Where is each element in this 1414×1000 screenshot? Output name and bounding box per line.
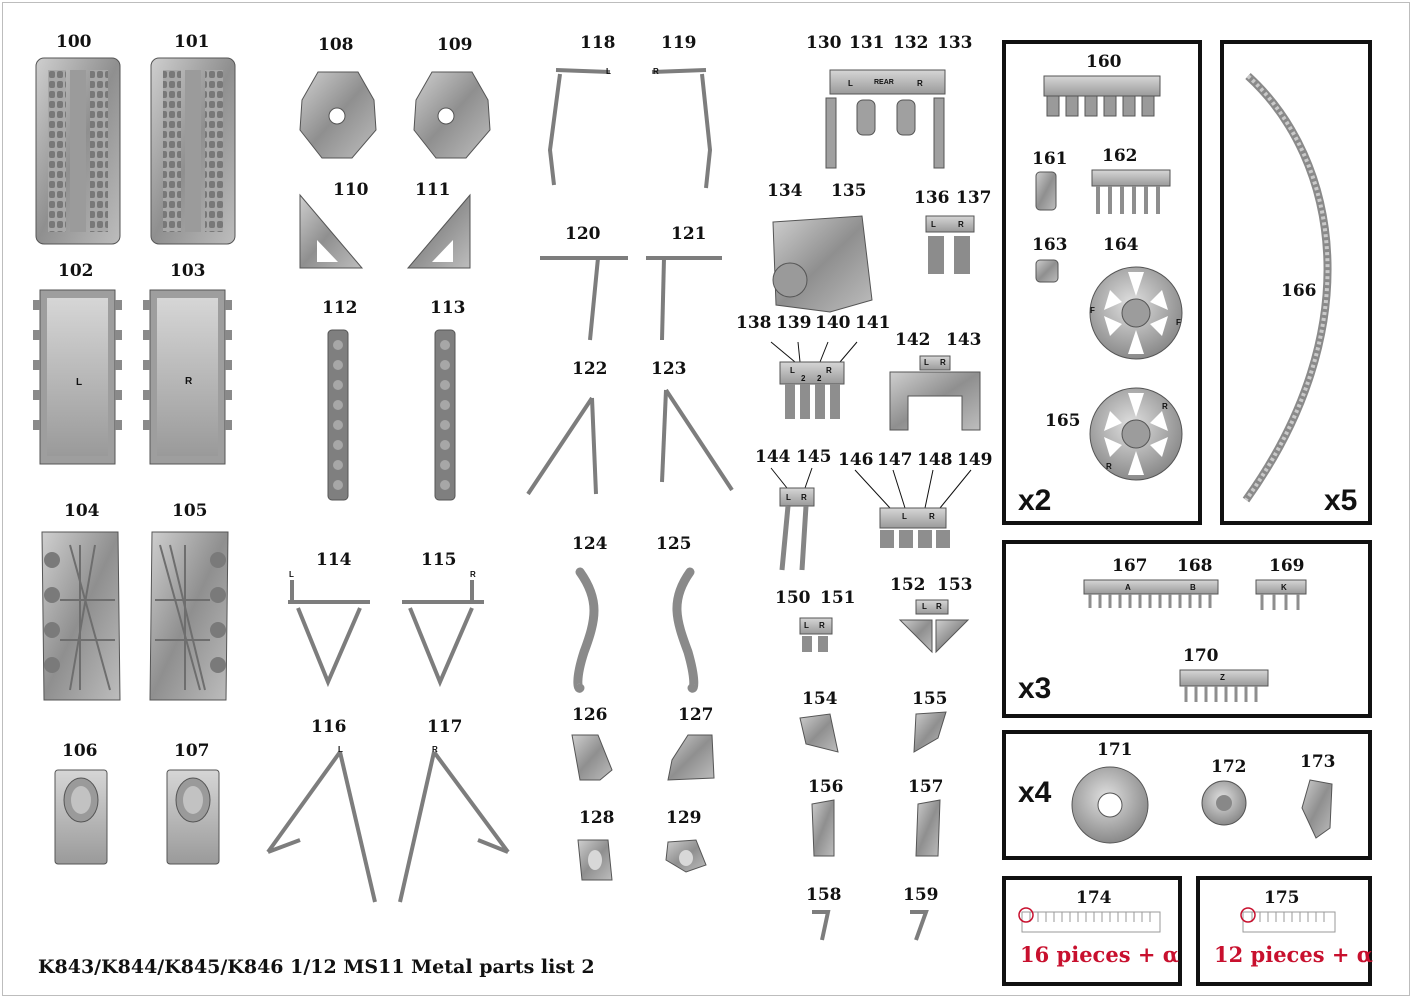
marking-169: K xyxy=(1281,583,1287,592)
part-number-159: 159 xyxy=(903,885,939,905)
part-number-155: 155 xyxy=(912,689,948,709)
part-number-170: 170 xyxy=(1183,646,1219,666)
group-box-x4 xyxy=(1002,730,1372,860)
part-number-139: 139 xyxy=(776,313,812,333)
part-144-145-sprue xyxy=(771,468,814,570)
group-box-174 xyxy=(1002,876,1182,986)
part-number-110: 110 xyxy=(333,180,369,200)
marking-142-r: R xyxy=(940,358,946,367)
part-112-rail xyxy=(328,330,348,500)
part-number-112: 112 xyxy=(322,298,358,318)
multiplier-x3: x3 xyxy=(1018,672,1052,705)
group-box-175 xyxy=(1196,876,1372,986)
part-number-127: 127 xyxy=(678,705,714,725)
part-159-piece xyxy=(910,912,926,940)
part-number-147: 147 xyxy=(877,450,913,470)
part-number-133: 133 xyxy=(937,33,973,53)
part-number-162: 162 xyxy=(1102,146,1138,166)
marking-136-r: R xyxy=(958,220,964,229)
marking-130-rear: REAR xyxy=(874,79,894,86)
marking-170: Z xyxy=(1220,673,1225,682)
marking-119: R xyxy=(653,67,659,76)
part-number-158: 158 xyxy=(806,885,842,905)
part-number-117: 117 xyxy=(427,717,463,737)
group-box-x5 xyxy=(1220,40,1372,525)
marking-165-r1: R xyxy=(1162,402,1168,411)
part-110-gusset xyxy=(300,195,362,268)
part-105-block xyxy=(150,532,228,700)
part-number-126: 126 xyxy=(572,705,608,725)
marking-138-l: L xyxy=(790,366,795,375)
part-number-103: 103 xyxy=(170,261,206,281)
marking-165-r2: R xyxy=(1106,462,1112,471)
part-number-113: 113 xyxy=(430,298,466,318)
part-108-housing xyxy=(300,72,376,158)
marking-164-f2: F xyxy=(1176,318,1181,327)
part-number-129: 129 xyxy=(666,808,702,828)
part-number-130: 130 xyxy=(806,33,842,53)
part-128-bracket xyxy=(578,840,612,880)
part-115-wishbone xyxy=(402,580,484,682)
part-number-108: 108 xyxy=(318,35,354,55)
marking-130-r: R xyxy=(917,79,923,88)
part-117-wishbone xyxy=(400,752,508,902)
part-number-123: 123 xyxy=(651,359,687,379)
part-number-149: 149 xyxy=(957,450,993,470)
marking-167: A xyxy=(1125,583,1131,592)
part-number-165: 165 xyxy=(1045,411,1081,431)
part-number-115: 115 xyxy=(421,550,457,570)
part-number-106: 106 xyxy=(62,741,98,761)
pieces-count-175: 12 pieces + α xyxy=(1214,942,1373,967)
part-111-gusset xyxy=(408,195,470,268)
part-146-149-sprue xyxy=(855,470,971,548)
part-number-171: 171 xyxy=(1097,740,1133,760)
marking-144-l: L xyxy=(786,493,791,502)
part-100-cam-cover xyxy=(36,58,120,244)
part-number-169: 169 xyxy=(1269,556,1305,576)
part-number-118: 118 xyxy=(580,33,616,53)
part-126-bracket xyxy=(572,735,612,780)
part-number-122: 122 xyxy=(572,359,608,379)
part-number-105: 105 xyxy=(172,501,208,521)
marking-102: L xyxy=(76,377,83,388)
part-123-link xyxy=(662,390,732,490)
marking-144-r: R xyxy=(801,493,807,502)
marking-146-l: L xyxy=(902,512,907,521)
part-number-137: 137 xyxy=(956,188,992,208)
group-box-x2 xyxy=(1002,40,1202,525)
part-number-132: 132 xyxy=(893,33,929,53)
part-number-107: 107 xyxy=(174,741,210,761)
part-127-bracket xyxy=(668,735,714,780)
multiplier-x4: x4 xyxy=(1018,776,1052,809)
part-number-134: 134 xyxy=(767,181,803,201)
part-number-167: 167 xyxy=(1112,556,1148,576)
part-120-link xyxy=(540,258,628,340)
part-number-136: 136 xyxy=(914,188,950,208)
marking-138-r: R xyxy=(826,366,832,375)
document-title: K843/K844/K845/K846 1/12 MS11 Metal parts list 2 xyxy=(38,956,595,978)
part-number-164: 164 xyxy=(1103,235,1139,255)
part-number-173: 173 xyxy=(1300,752,1336,772)
part-number-166: 166 xyxy=(1281,281,1317,301)
part-124-arm xyxy=(578,572,594,688)
part-number-142: 142 xyxy=(895,330,931,350)
part-number-121: 121 xyxy=(671,224,707,244)
part-156-piece xyxy=(812,800,834,856)
part-118-link xyxy=(550,70,610,185)
part-number-172: 172 xyxy=(1211,757,1247,777)
part-number-124: 124 xyxy=(572,534,608,554)
part-number-101: 101 xyxy=(174,32,210,52)
part-101-cam-cover xyxy=(151,58,235,244)
marking-118: L xyxy=(606,67,611,76)
part-109-housing xyxy=(414,72,490,158)
part-number-125: 125 xyxy=(656,534,692,554)
part-104-block xyxy=(42,532,120,700)
marking-117: R xyxy=(432,745,438,754)
part-number-100: 100 xyxy=(56,32,92,52)
part-142-143-sprue xyxy=(890,356,980,430)
part-number-174: 174 xyxy=(1076,888,1112,908)
part-number-140: 140 xyxy=(815,313,851,333)
part-number-156: 156 xyxy=(808,777,844,797)
part-134-135-housing xyxy=(773,216,872,312)
part-113-rail xyxy=(435,330,455,500)
part-119-link xyxy=(652,70,710,188)
part-number-148: 148 xyxy=(917,450,953,470)
marking-152-l: L xyxy=(922,602,927,611)
part-number-153: 153 xyxy=(937,575,973,595)
part-number-161: 161 xyxy=(1032,149,1068,169)
part-number-114: 114 xyxy=(316,550,352,570)
part-number-143: 143 xyxy=(946,330,982,350)
part-number-168: 168 xyxy=(1177,556,1213,576)
part-number-120: 120 xyxy=(565,224,601,244)
marking-138-2b: 2 xyxy=(817,374,822,383)
marking-168: B xyxy=(1190,583,1196,592)
marking-130-l: L xyxy=(848,79,853,88)
part-125-arm xyxy=(677,572,694,688)
part-number-150: 150 xyxy=(775,588,811,608)
part-121-link xyxy=(646,258,722,340)
part-number-160: 160 xyxy=(1086,52,1122,72)
part-number-146: 146 xyxy=(838,450,874,470)
part-number-157: 157 xyxy=(908,777,944,797)
marking-150-r: R xyxy=(819,621,825,630)
part-number-128: 128 xyxy=(579,808,615,828)
part-129-bracket xyxy=(666,840,706,872)
part-number-163: 163 xyxy=(1032,235,1068,255)
marking-146-r: R xyxy=(929,512,935,521)
part-number-102: 102 xyxy=(58,261,94,281)
part-155-piece xyxy=(914,712,946,752)
part-157-piece xyxy=(916,800,940,856)
part-number-109: 109 xyxy=(437,35,473,55)
part-number-135: 135 xyxy=(831,181,867,201)
part-122-link xyxy=(528,398,596,494)
part-number-154: 154 xyxy=(802,689,838,709)
marking-103: R xyxy=(185,376,193,387)
marking-152-r: R xyxy=(936,602,942,611)
marking-115: R xyxy=(470,570,476,579)
multiplier-x5: x5 xyxy=(1324,484,1358,517)
part-number-116: 116 xyxy=(311,717,347,737)
part-106-cover xyxy=(55,770,107,864)
part-number-131: 131 xyxy=(849,33,885,53)
marking-150-l: L xyxy=(804,621,809,630)
part-number-141: 141 xyxy=(855,313,891,333)
pieces-count-174: 16 pieces + α xyxy=(1020,942,1179,967)
part-114-wishbone xyxy=(288,580,370,682)
part-number-119: 119 xyxy=(661,33,697,53)
marking-114: L xyxy=(289,570,294,579)
marking-116: L xyxy=(338,745,343,754)
marking-136-l: L xyxy=(931,220,936,229)
part-138-141-sprue xyxy=(771,342,857,419)
part-number-111: 111 xyxy=(415,180,451,200)
marking-164-f1: F xyxy=(1090,306,1095,315)
part-158-piece xyxy=(812,912,828,940)
part-107-cover xyxy=(167,770,219,864)
part-116-wishbone xyxy=(268,752,375,902)
part-152-153-sprue xyxy=(900,600,968,652)
multiplier-x2: x2 xyxy=(1018,484,1052,517)
marking-138-2a: 2 xyxy=(801,374,806,383)
part-number-138: 138 xyxy=(736,313,772,333)
part-number-175: 175 xyxy=(1264,888,1300,908)
marking-142-l: L xyxy=(924,358,929,367)
part-number-145: 145 xyxy=(796,447,832,467)
part-number-104: 104 xyxy=(64,501,100,521)
group-box-x3 xyxy=(1002,540,1372,718)
part-number-144: 144 xyxy=(755,447,791,467)
part-number-152: 152 xyxy=(890,575,926,595)
part-number-151: 151 xyxy=(820,588,856,608)
part-154-piece xyxy=(800,714,838,752)
